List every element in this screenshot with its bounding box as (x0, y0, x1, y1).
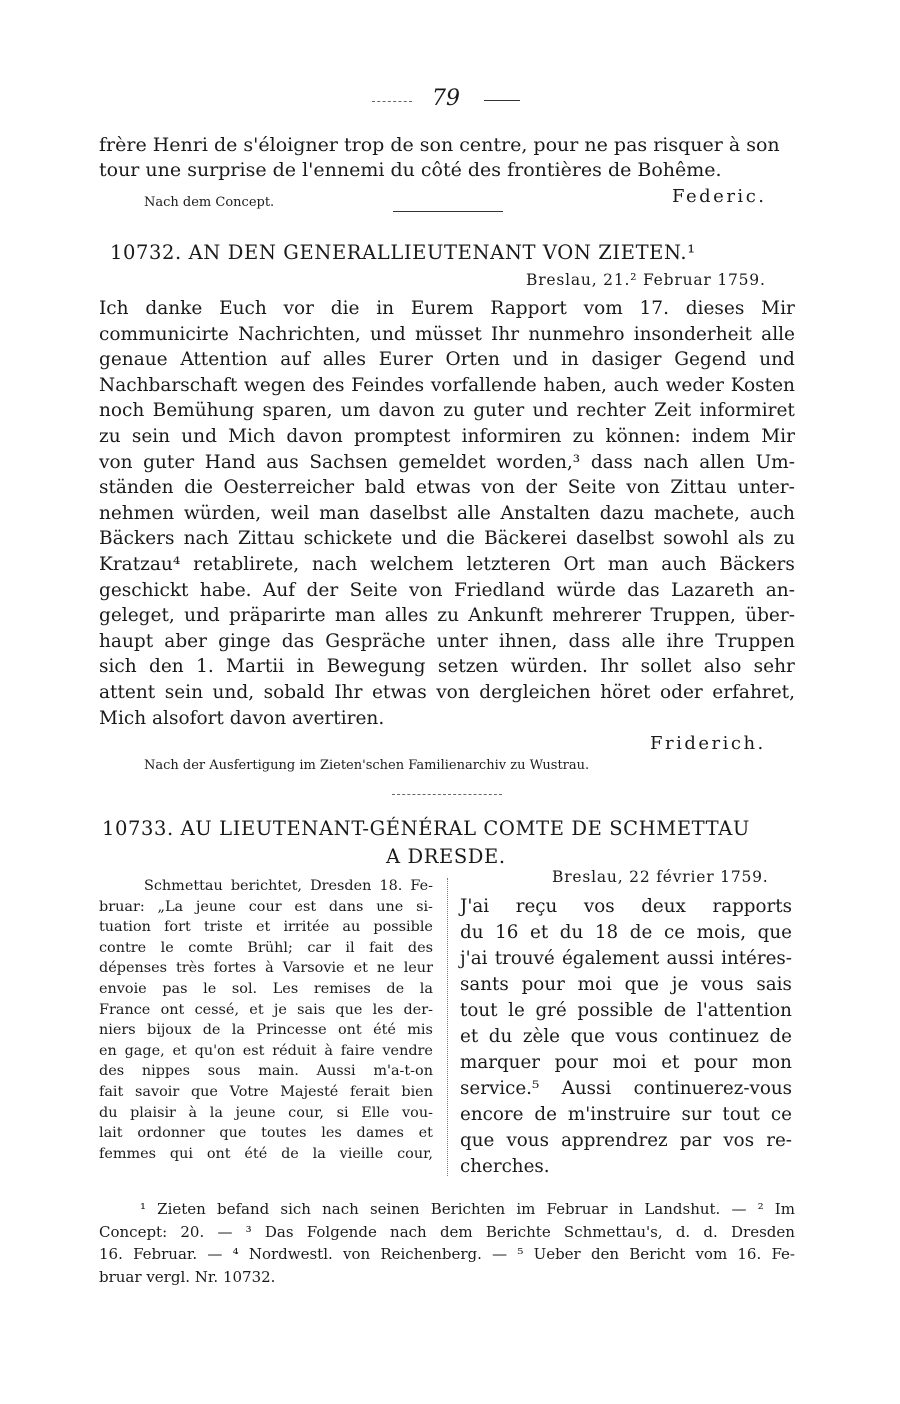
right-column-line: j'ai trouvé également aussi intéres- (460, 948, 792, 969)
letter-10732-body-line: sich den 1. Martii in Bewegung setzen würden. Ihr sollet also sehr (99, 656, 795, 678)
top-line-2: tour une surprise de l'ennemi du côté des frontières de Bohême. (99, 159, 722, 181)
section-divider-1 (393, 211, 503, 212)
letter-10732-body-line: Nachbarschaft wegen des Feindes vorfallende haben, auch weder Kosten (99, 374, 795, 396)
right-column-line: marquer pour moi et pour mon (460, 1052, 792, 1073)
footnote-line: ¹ Zieten befand sich nach seinen Berichten im Februar in Landshut. — ² Im (140, 1200, 795, 1218)
section-divider-2 (392, 794, 502, 795)
letter-10732-body-line: noch Bemühung sparen, um davon zu guter und rechter Zeit informiret (99, 400, 795, 422)
letter-10732-body-line: von guter Hand aus Sachsen gemeldet worden,³ dass nach allen Um- (99, 451, 795, 473)
left-column-line: en gage, et qu'on est réduit à faire vendre (99, 1042, 433, 1059)
letter-10732-source-note: Nach der Ausfertigung im Zieten'schen Familienarchiv zu Wustrau. (144, 758, 590, 773)
letter-10732-body-line: genaue Attention auf alles Eurer Orten und in dasiger Gegend und (99, 349, 795, 371)
letter-10732-dateline: Breslau, 21.² Februar 1759. (526, 271, 766, 289)
left-column-line: dépenses très fortes à Varsovie et ne leur (99, 960, 433, 977)
right-column-line: tout le gré possible de l'attention (460, 1000, 792, 1021)
left-column-line: Schmettau berichtet, Dresden 18. Fe- (144, 878, 433, 894)
source-note-concept: Nach dem Concept. (144, 195, 275, 210)
left-column-line: femmes qui ont été de la vieille cour, (99, 1145, 433, 1162)
left-column-line: tuation fort triste et irritée au possible (99, 919, 433, 936)
letter-10733-dateline: Breslau, 22 février 1759. (552, 868, 769, 886)
letter-10732-body-line: haupt aber ginge das Gespräche unter ihnen, dass alle ihre Truppen (99, 630, 795, 652)
page-number-rule-left (372, 101, 412, 102)
right-column-line: du 16 et du 18 de ce mois, que (460, 922, 792, 943)
left-column-line: des nippes sous main. Aussi m'a-t-on (99, 1063, 433, 1080)
letter-10732-signature: Friderich. (650, 733, 766, 754)
letter-10732-body-line: Ich danke Euch vor die in Eurem Rapport vom 17. dieses Mir (99, 298, 795, 319)
footnote-line: bruar vergl. Nr. 10732. (99, 1267, 276, 1286)
letter-10732-body-line: attent sein und, sobald Ihr etwas von dergleichen höret oder erfahret, (99, 682, 795, 703)
letter-10732-body-line: Kratzau⁴ retablirete, nach welchem letzteren Ort man auch Bäckers (99, 554, 795, 575)
top-line-1: frère Henri de s'éloigner trop de son centre, pour ne pas risquer à son (99, 134, 780, 156)
left-column-line: fait savoir que Votre Majesté ferait bien (99, 1084, 433, 1100)
letter-10732-body-line: ständen die Oesterreicher bald etwas von der Seite von Zittau unter- (99, 477, 795, 499)
right-column-line: J'ai reçu vos deux rapports (460, 896, 792, 917)
footnote-line: 16. Februar. — ⁴ Nordwestl. von Reichenberg. — ⁵ Ueber den Bericht vom 16. Fe- (99, 1245, 795, 1263)
footnote-line: Concept: 20. — ³ Das Folgende nach dem Berichte Schmettau's, d. d. Dresden (99, 1222, 795, 1241)
letter-10732-body-line: Bäckers nach Zittau schickete und die Bäckerei daselbst sowohl als zu (99, 528, 795, 550)
letter-10732-body-line: zu sein und Mich davon promptest informiren zu können: indem Mir (99, 426, 795, 447)
column-divider (447, 878, 448, 1176)
letter-10733-heading-line1: 10733. AU LIEUTENANT-GÉNÉRAL COMTE DE SCHMETTAU (102, 817, 750, 840)
right-column-line: que vous apprendrez par vos re- (460, 1130, 792, 1151)
left-column-line: envoie pas le sol. Les remises de la (99, 981, 433, 997)
right-column-line: et du zèle que vous continuez de (460, 1026, 792, 1047)
letter-10732-body-line: geschickt habe. Auf der Seite von Friedland würde das Lazareth an- (99, 579, 795, 601)
letter-10732-body-line: nehmen würden, weil man daselbst alle Anstalten dazu machete, auch (99, 502, 795, 524)
letter-10732-body-line: communicirte Nachrichten, und müsset Ihr nunmehro insonderheit alle (99, 323, 795, 345)
right-column-line: sants pour moi que je vous sais (460, 974, 792, 995)
letter-10733-heading-line2: A DRESDE. (386, 845, 506, 868)
page-number: 79 (432, 86, 460, 111)
right-column-line: service.⁵ Aussi continuerez-vous (460, 1078, 792, 1099)
left-column-line: lait ordonner que toutes les dames et (99, 1125, 433, 1142)
left-column-line: du plaisir à la jeune cour, si Elle vou- (99, 1104, 433, 1121)
left-column-line: France ont cessé, et je sais que les der- (99, 1001, 433, 1018)
right-column-line: cherches. (460, 1156, 550, 1177)
left-column-line: niers bijoux de la Princesse ont été mis (99, 1022, 433, 1039)
signature-federic: Federic. (672, 186, 767, 207)
right-column-line: encore de m'instruire sur tout ce (460, 1104, 792, 1125)
letter-10732-body-line: geleget, und präparirte man alles zu Ankunft mehrerer Truppen, über- (99, 605, 795, 627)
letter-10732-body-line: Mich alsofort davon avertiren. (99, 707, 385, 729)
letter-10732-heading: 10732. AN DEN GENERALLIEUTENANT VON ZIETEN.¹ (110, 241, 696, 264)
page-number-rule-right (484, 100, 520, 101)
left-column-line: contre le comte Brühl; car il fait des (99, 939, 433, 956)
left-column-line: bruar: „La jeune cour est dans une si- (99, 898, 433, 915)
